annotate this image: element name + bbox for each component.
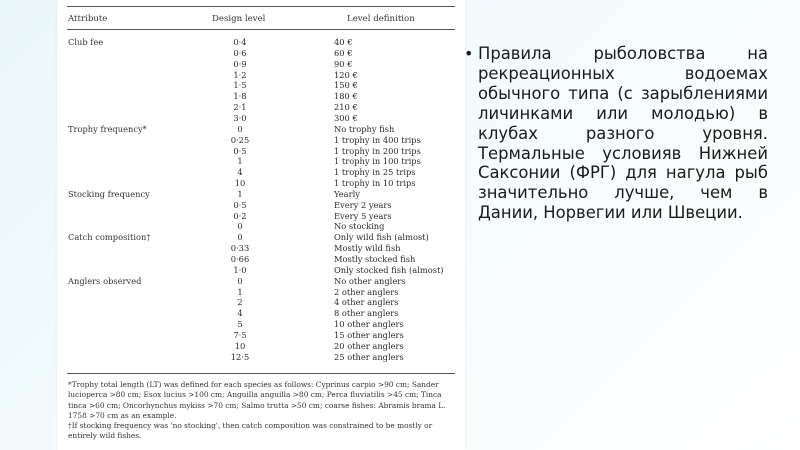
bullet-icon: • [464,44,474,63]
level-definition-cell: 1 trophy in 25 trips [334,167,416,178]
level-definition-cell: 15 other anglers [334,329,404,340]
footnote-trophy: *Trophy total length (LT) was defined for each species as follows: Cyprinus carpio >90 cm; Sander lucioperca >80 cm; Esox lucius >100 cm; Anguilla anguilla >80 cm; Perca fluviatilis >45 cm; Tinca tinca >60 cm; Oncorhynchus mykiss >70 cm; Salmo trutta >50 cm; coarse fishes: Abramis brama L. 1758 >70 cm as an example. [68,380,446,420]
design-level-cell: 10 [234,178,246,189]
design-level-cell: 12·5 [230,351,250,362]
design-level-cell: 0·4 [233,37,247,47]
level-definition-cell: 10 other anglers [334,319,404,330]
design-level-cell: 1·5 [233,80,247,91]
design-level-cell: 1·8 [233,91,247,102]
level-definition-cell: Mostly stocked fish [334,254,416,264]
table-document [57,0,465,450]
group-title: Trophy frequency* [68,123,147,134]
design-level-cell: 4 [237,308,243,319]
level-definition-cell: 2 other anglers [334,286,399,297]
level-definition-cell: 150 € [334,80,358,91]
header-level-definition: Level definition [347,14,415,24]
design-level-cell: 0·5 [233,199,247,210]
table-bottom-rule [67,373,455,374]
level-definition-cell: 1 trophy in 100 trips [334,156,421,167]
level-definition-cell: 120 € [334,69,358,80]
slide-text-block [464,44,768,223]
footnote-stocking: †If stocking frequency was 'no stocking', then catch composition was constrained to be mostly or entirely wild fishes. [68,421,433,441]
level-definition-cell: Mostly wild fish [334,243,401,254]
level-definition-cell: 300 € [334,112,358,123]
design-level-cell: 7·5 [233,329,247,340]
level-definition-cell: 40 € [334,37,353,47]
level-definition-cell: 20 other anglers [334,340,404,351]
level-definition-cell: 180 € [334,91,358,102]
level-definition-cell: Only wild fish (almost) [334,232,429,243]
design-level-cell: 1 [237,188,243,199]
design-level-cell: 2·1 [233,102,247,113]
table-footnotes [68,380,452,442]
group-title: Anglers observed [68,275,142,286]
level-definition-cell: Every 5 years [334,210,392,221]
design-level-cell: 0 [237,232,243,243]
design-level-cell: 4 [237,167,243,178]
design-level-cell: 0·25 [230,134,250,145]
design-level-cell: 0 [237,123,243,134]
design-level-cell: 3·0 [233,112,247,123]
group-title: Stocking frequency [68,188,150,199]
table-header-rule [67,29,455,30]
header-design-level: Design level [212,14,266,24]
level-definition-cell: 4 other anglers [334,297,399,308]
level-definition-cell: 1 trophy in 400 trips [334,134,421,145]
design-level-cell: 0·33 [230,243,250,254]
design-level-cell: 10 [234,340,246,351]
design-level-cell: 0·6 [233,47,247,58]
design-level-cell: 1 [237,286,243,297]
level-definition-cell: 60 € [334,47,353,58]
level-definition-cell: Every 2 years [334,199,392,210]
design-level-cell: 0·2 [233,210,247,221]
design-level-cell: 5 [237,319,243,330]
design-level-cell: 1·2 [233,69,247,80]
design-level-cell: 2 [237,297,243,308]
table-top-rule [67,6,455,7]
level-definition-cell: No trophy fish [334,123,395,134]
header-attribute: Attribute [68,14,108,24]
level-definition-cell: Only stocked fish (almost) [334,264,444,275]
design-level-cell: 0·9 [233,58,247,69]
design-level-cell: 1·0 [233,264,247,275]
level-definition-cell: 90 € [334,58,353,69]
level-definition-cell: 8 other anglers [334,308,399,319]
group-title: Club fee [68,37,104,47]
level-definition-cell: 1 trophy in 10 trips [334,178,416,189]
level-definition-cell: No stocking [334,221,385,232]
level-definition-cell: 25 other anglers [334,351,404,362]
level-definition-cell: No other anglers [334,275,406,286]
design-level-cell: 1 [237,156,243,167]
group-title: Catch composition† [68,232,151,243]
level-definition-cell: Yearly [334,188,360,199]
design-level-cell: 0 [237,275,243,286]
level-definition-cell: 1 trophy in 200 trips [334,145,421,156]
slide-paragraph: Правила рыболовства на рекреационных водоемах обычного типа (с зарыблениями личинками или молодью) в клубах разного уровня. Термальные условияв Нижней Саксонии (ФРГ) для нагула рыб значительно лучше, чем в Дании, Норвегии или Швеции. [478,44,768,223]
design-level-cell: 0 [237,221,243,232]
level-definition-cell: 210 € [334,102,358,113]
design-level-cell: 0·5 [233,145,247,156]
design-level-cell: 0·66 [230,254,250,264]
